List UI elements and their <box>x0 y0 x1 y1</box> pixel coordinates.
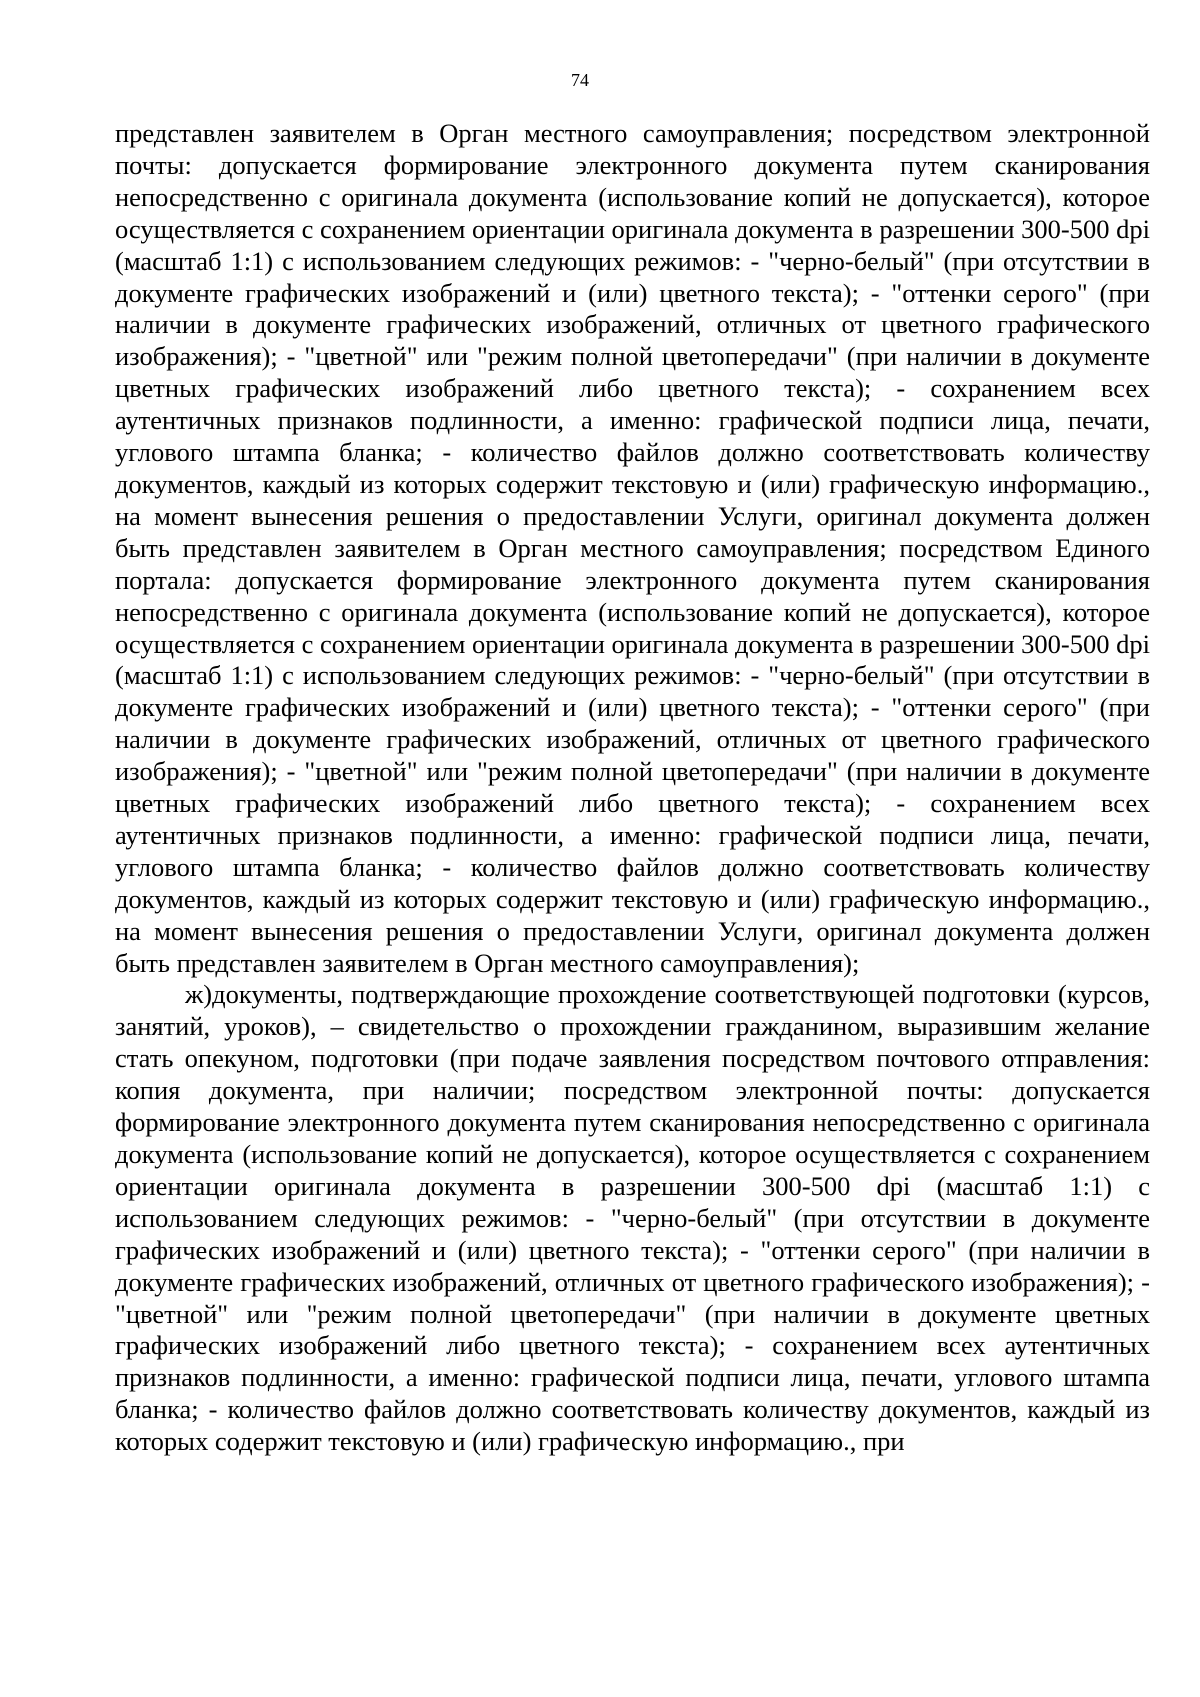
paragraph-continuation: представлен заявителем в Орган местного самоуправления; посредством электронной почты: допускается формирование электронного документа путем сканирования непосредственно с оригинала документа (использование копий не допускается), которое осуществляется с сохранением ориентации оригинала документа в разрешении 300-500 dpi (масштаб 1:1) с использованием следующих режимов: - "черно-белый" (при отсутствии в документе графических изображений и (или) цветного текста); - "оттенки серого" (при наличии в документе графических изображений, отличных от цветного графического изображения); - "цветной" или "режим полной цветопередачи" (при наличии в документе цветных графических изображений либо цветного текста); - сохранением всех аутентичных признаков подлинности, а именно: графической подписи лица, печати, углового штампа бланка; - количество файлов должно соответствовать количеству документов, каждый из которых содержит текстовую и (или) графическую информацию., на момент вынесения решения о предоставлении Услуги, оригинал документа должен быть представлен заявителем в Орган местного самоуправления; посредством Единого портала: допускается формирование электронного документа путем сканирования непосредственно с оригинала документа (использование копий не допускается), которое осуществляется с сохранением ориентации оригинала документа в разрешении 300-500 dpi (масштаб 1:1) с использованием следующих режимов: - "черно-белый" (при отсутствии в документе графических изображений и (или) цветного текста); - "оттенки серого" (при наличии в документе графических изображений, отличных от цветного графического изображения); - "цветной" или "режим полной цветопередачи" (при наличии в документе цветных графических изображений либо цветного текста); - сохранением всех аутентичных признаков подлинности, а именно: графической подписи лица, печати, углового штампа бланка; - количество файлов должно соответствовать количеству документов, каждый из которых содержит текстовую и (или) графическую информацию., на момент вынесения решения о предоставлении Услуги, оригинал документа должен быть представлен заявителем в Орган местного самоуправления); <box>115 118 1150 978</box>
paragraph-item-zh: ж)документы, подтверждающие прохождение соответствующей подготовки (курсов, занятий, уроков), – свидетельство о прохождении гражданином, выразившим желание стать опекуном, подготовки (при подаче заявления посредством почтового отправления: копия документа, при наличии; посредством электронной почты: допускается формирование электронного документа путем сканирования непосредственно с оригинала документа (использование копий не допускается), которое осуществляется с сохранением ориентации оригинала документа в разрешении 300-500 dpi (масштаб 1:1) с использованием следующих режимов: - "черно-белый" (при отсутствии в документе графических изображений и (или) цветного текста); - "оттенки серого" (при наличии в документе графических изображений, отличных от цветного графического изображения); - "цветной" или "режим полной цветопередачи" (при наличии в документе цветных графических изображений либо цветного текста); - сохранением всех аутентичных признаков подлинности, а именно: графической подписи лица, печати, углового штампа бланка; - количество файлов должно соответствовать количеству документов, каждый из которых содержит текстовую и (или) графическую информацию., при <box>115 979 1150 1457</box>
page-number: 74 <box>571 70 589 90</box>
document-body <box>115 118 1150 1458</box>
